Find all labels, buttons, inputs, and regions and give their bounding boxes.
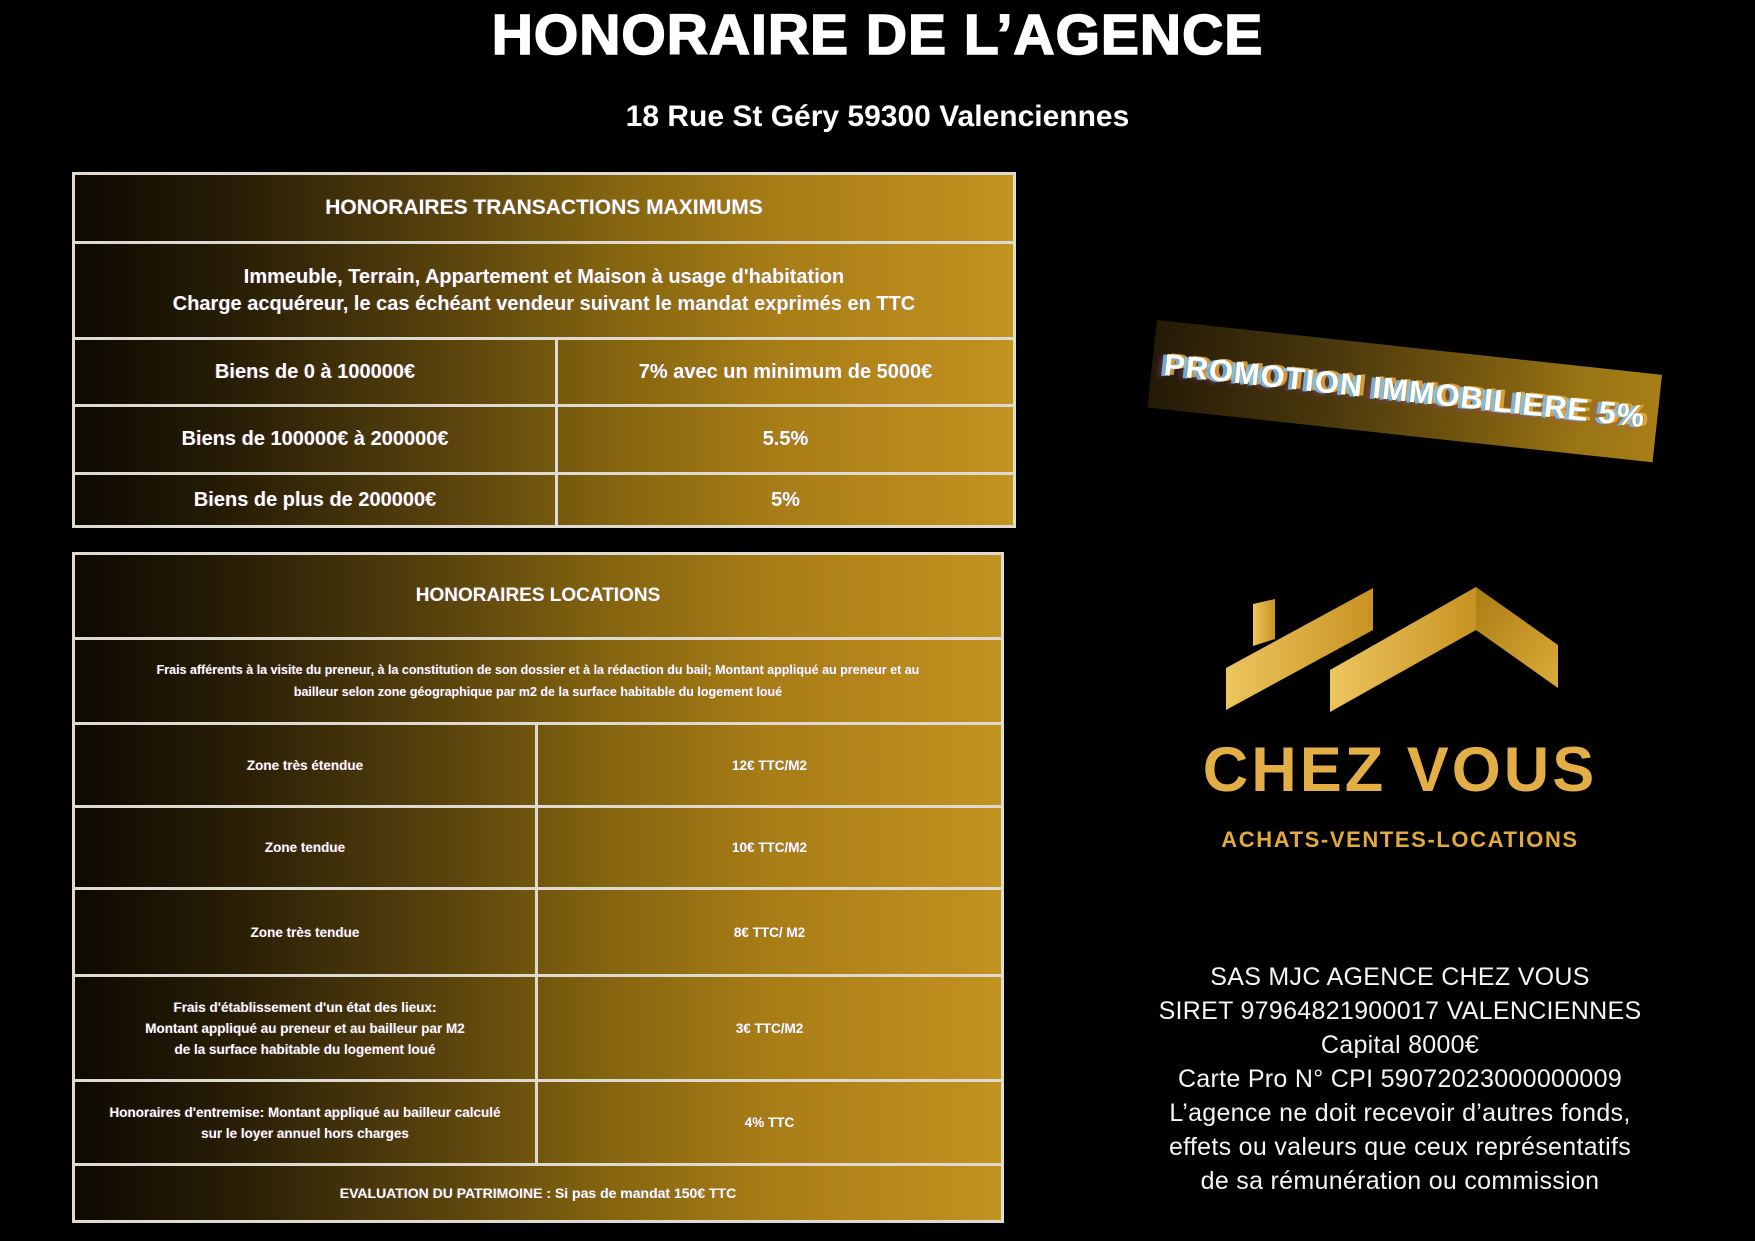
fee-value: 7% avec un minimum de 5000€	[638, 360, 933, 383]
locations-description	[75, 640, 1001, 722]
transactions-description-line2: Charge acquéreur, le cas échéant vendeur suivant le mandat exprimés en TTC	[172, 292, 916, 315]
fee-label-line: sur le loyer annuel hors charges	[201, 1125, 409, 1141]
fee-row	[75, 472, 1013, 525]
locations-header-row	[75, 555, 1001, 637]
fee-row	[75, 887, 1001, 974]
legal-line: Capital 8000€	[1320, 1031, 1480, 1059]
logo-chimney	[1253, 599, 1275, 646]
fee-label: Zone très tendue	[75, 890, 538, 974]
fee-label: Zone tendue	[75, 808, 538, 887]
transactions-description	[75, 244, 1013, 337]
locations-table	[72, 552, 1004, 1223]
legal-line: Carte Pro N° CPI 59072023000000009	[1177, 1065, 1623, 1093]
fee-row	[75, 1079, 1001, 1163]
logo-roof-slope	[1476, 587, 1558, 688]
fee-row	[75, 974, 1001, 1079]
fee-value: 10€ TTC/M2	[731, 840, 808, 855]
fee-value: 5.5%	[762, 428, 809, 450]
legal-line: L’agence ne doit recevoir d’autres fonds,	[1169, 1099, 1631, 1127]
house-roof-icon	[1213, 582, 1565, 714]
fee-row	[75, 722, 1001, 805]
locations-table-title: HONORAIRES LOCATIONS	[415, 585, 661, 606]
transactions-table	[72, 172, 1016, 528]
legal-line: SAS MJC AGENCE CHEZ VOUS	[1210, 963, 1590, 991]
fee-label: Biens de plus de 200000€	[75, 475, 558, 525]
locations-description-row	[75, 637, 1001, 722]
fee-label-line: Frais d'établissement d'un état des lieux:	[173, 999, 437, 1015]
promo-banner-text: PROMOTION IMMOBILIERE 5%	[1162, 347, 1648, 435]
transactions-description-line1: Immeuble, Terrain, Appartement et Maison à usage d'habitation	[243, 265, 845, 288]
promo-banner	[1147, 320, 1662, 462]
fee-label	[75, 1082, 538, 1163]
evaluation-row	[75, 1163, 1001, 1220]
fee-row	[75, 337, 1013, 404]
fee-label: Biens de 0 à 100000€	[75, 340, 558, 404]
fee-label-line: Montant appliqué au preneur et au bailleur par M2	[145, 1020, 465, 1036]
fee-row	[75, 805, 1001, 887]
fee-label: Biens de 100000€ à 200000€	[75, 407, 558, 472]
fee-value: 5%	[771, 488, 800, 511]
fee-row	[75, 404, 1013, 472]
legal-info	[1090, 960, 1710, 1198]
fee-value: 12€ TTC/M2	[731, 757, 808, 773]
brand-tagline: ACHATS-VENTES-LOCATIONS	[1221, 827, 1579, 852]
fee-label: Zone très étendue	[75, 725, 538, 805]
fee-label-line: de la surface habitable du logement loué	[174, 1041, 436, 1057]
fee-value: 4% TTC	[744, 1115, 795, 1130]
fee-label	[75, 977, 538, 1079]
locations-description-line1: Frais afférents à la visite du preneur, à la constitution de son dossier et à la rédaction du bail; Montant appliqué au preneur et au	[156, 663, 920, 677]
transactions-description-row	[75, 241, 1013, 337]
transactions-table-title: HONORAIRES TRANSACTIONS MAXIMUMS	[325, 196, 763, 219]
page-title: HONORAIRE DE L’AGENCE	[491, 3, 1264, 67]
legal-line: effets ou valeurs que ceux représentatifs	[1168, 1133, 1632, 1161]
brand-name: CHEZ VOUS	[1202, 735, 1598, 805]
evaluation-note: EVALUATION DU PATRIMOINE : Si pas de mandat 150€ TTC	[339, 1185, 737, 1201]
fee-label-line: Honoraires d'entremise: Montant appliqué au bailleur calculé	[109, 1104, 501, 1120]
fee-value: 8€ TTC/ M2	[733, 924, 806, 940]
legal-line: de sa rémunération ou commission	[1200, 1167, 1600, 1195]
transactions-header-row	[75, 175, 1013, 241]
fee-value: 3€ TTC/M2	[735, 1020, 804, 1036]
locations-description-line2: bailleur selon zone géographique par m2 de la surface habitable du logement loué	[293, 685, 783, 699]
agency-address: 18 Rue St Géry 59300 Valenciennes	[625, 100, 1130, 133]
legal-line: SIRET 97964821900017 VALENCIENNES	[1158, 997, 1642, 1025]
